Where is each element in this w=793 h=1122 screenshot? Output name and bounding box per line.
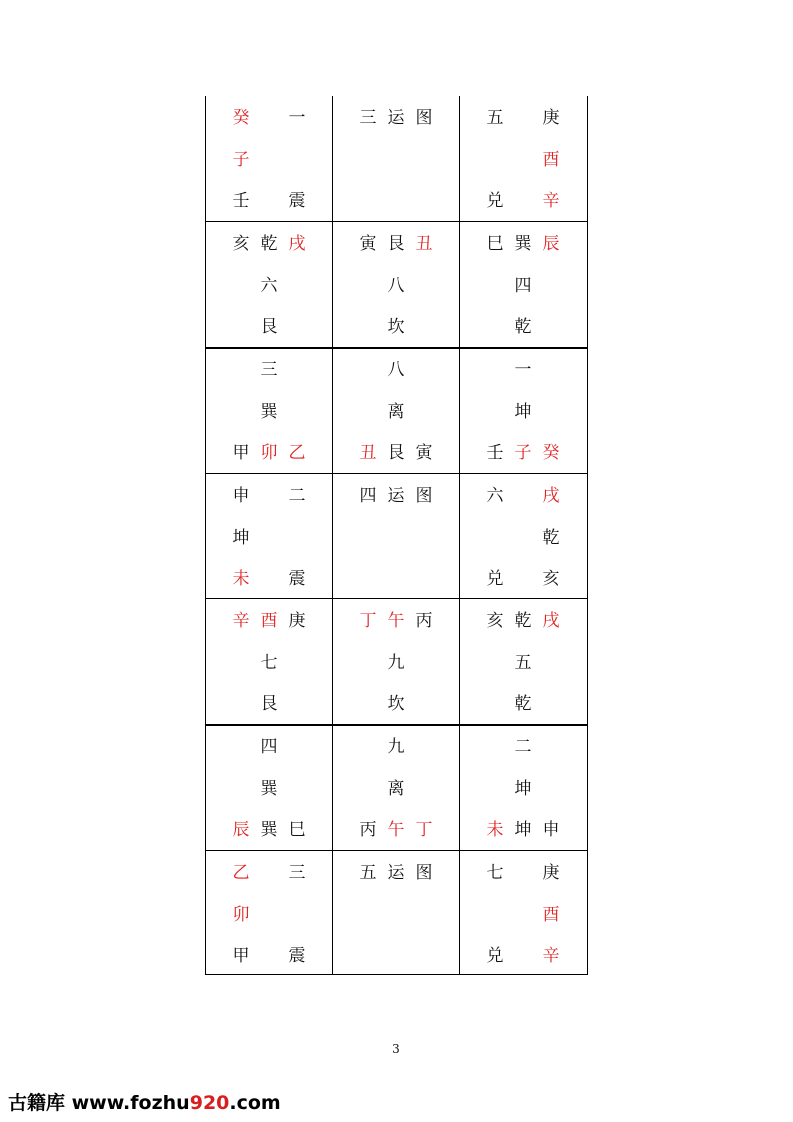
table-cell xyxy=(460,474,587,598)
cell-character: 图 xyxy=(415,486,433,506)
cell-character: 乾 xyxy=(260,234,278,254)
cell-character: 辛 xyxy=(542,191,560,211)
cell-character: 八 xyxy=(387,360,405,380)
table-cell xyxy=(460,96,587,221)
cell-character: 图 xyxy=(415,863,433,883)
table-cell xyxy=(206,851,333,975)
cell-character: 寅 xyxy=(415,443,433,463)
cell-character: 二 xyxy=(288,486,306,506)
cell-character: 坤 xyxy=(514,402,532,422)
cell-character: 六 xyxy=(260,276,278,296)
cell-character: 酉 xyxy=(542,150,560,170)
table-cell xyxy=(333,222,460,347)
cell-character: 丑 xyxy=(359,443,377,463)
watermark-site: 古籍库 www.fozhu xyxy=(8,1092,190,1114)
cell-character: 未 xyxy=(232,569,250,589)
page-number: 3 xyxy=(392,1042,400,1056)
cell-character: 癸 xyxy=(232,108,250,128)
cell-character: 五 xyxy=(359,863,377,883)
cell-character: 辛 xyxy=(232,611,250,631)
cell-character: 艮 xyxy=(260,694,278,714)
cell-character: 巳 xyxy=(288,820,306,840)
cell-character: 坎 xyxy=(387,694,405,714)
cell-character: 震 xyxy=(288,191,306,211)
table-cell xyxy=(333,349,460,473)
cell-character: 癸 xyxy=(542,443,560,463)
cell-character: 巽 xyxy=(260,820,278,840)
watermark-logo xyxy=(8,1088,281,1115)
cell-character: 三 xyxy=(359,108,377,128)
cell-character: 坎 xyxy=(387,317,405,337)
table-cell xyxy=(206,96,333,221)
cell-character: 离 xyxy=(387,402,405,422)
cell-character: 亥 xyxy=(232,234,250,254)
cell-character: 辰 xyxy=(542,234,560,254)
cell-character: 坤 xyxy=(514,779,532,799)
table-cell xyxy=(206,474,333,598)
cell-character: 辛 xyxy=(542,946,560,966)
table-row xyxy=(206,96,587,221)
cell-character: 甲 xyxy=(232,443,250,463)
table-cell xyxy=(333,851,460,975)
cell-character: 子 xyxy=(232,150,250,170)
cell-character: 乾 xyxy=(514,694,532,714)
cell-character: 巽 xyxy=(514,234,532,254)
cell-character: 兑 xyxy=(486,191,504,211)
cell-character: 运 xyxy=(387,863,405,883)
cell-character: 午 xyxy=(387,611,405,631)
table-cell xyxy=(333,96,460,221)
cell-character: 四 xyxy=(514,276,532,296)
cell-character: 兑 xyxy=(486,569,504,589)
cell-character: 巽 xyxy=(260,779,278,799)
table-row xyxy=(206,598,587,724)
cell-character: 庚 xyxy=(542,108,560,128)
cell-character: 六 xyxy=(486,486,504,506)
cell-character: 七 xyxy=(486,863,504,883)
cell-character: 巳 xyxy=(486,234,504,254)
cell-character: 震 xyxy=(288,569,306,589)
cell-character: 坤 xyxy=(514,820,532,840)
table-row xyxy=(206,850,587,975)
cell-character: 一 xyxy=(288,108,306,128)
cell-character: 乾 xyxy=(514,317,532,337)
table-row xyxy=(206,347,587,473)
cell-character: 艮 xyxy=(260,317,278,337)
cell-character: 四 xyxy=(260,737,278,757)
cell-character: 乾 xyxy=(542,528,560,548)
cell-character: 兑 xyxy=(486,946,504,966)
cell-character: 戌 xyxy=(542,486,560,506)
cell-character: 三 xyxy=(260,360,278,380)
cell-character: 乙 xyxy=(232,863,250,883)
cell-character: 艮 xyxy=(387,443,405,463)
cell-character: 未 xyxy=(486,820,504,840)
cell-character: 震 xyxy=(288,946,306,966)
table-cell xyxy=(333,726,460,850)
cell-character: 运 xyxy=(387,108,405,128)
cell-character: 七 xyxy=(260,653,278,673)
cell-character: 寅 xyxy=(359,234,377,254)
table-cell xyxy=(460,599,587,724)
table-row xyxy=(206,473,587,598)
cell-character: 五 xyxy=(514,653,532,673)
cell-character: 丑 xyxy=(415,234,433,254)
table-cell xyxy=(460,222,587,347)
cell-character: 酉 xyxy=(542,905,560,925)
cell-character: 申 xyxy=(542,820,560,840)
cell-character: 戌 xyxy=(542,611,560,631)
cell-character: 乾 xyxy=(514,611,532,631)
table-cell xyxy=(206,222,333,347)
table-row xyxy=(206,724,587,850)
cell-character: 申 xyxy=(232,486,250,506)
table-cell xyxy=(460,726,587,850)
cell-character: 卯 xyxy=(260,443,278,463)
cell-character: 酉 xyxy=(260,611,278,631)
table-cell xyxy=(206,599,333,724)
cell-character: 庚 xyxy=(542,863,560,883)
cell-character: 丁 xyxy=(359,611,377,631)
cell-character: 丙 xyxy=(415,611,433,631)
cell-character: 卯 xyxy=(232,905,250,925)
cell-character: 午 xyxy=(387,820,405,840)
cell-character: 庚 xyxy=(288,611,306,631)
cell-character: 图 xyxy=(415,108,433,128)
cell-character: 亥 xyxy=(542,569,560,589)
cell-character: 坤 xyxy=(232,528,250,548)
cell-character: 甲 xyxy=(232,946,250,966)
cell-character: 戌 xyxy=(288,234,306,254)
cell-character: 子 xyxy=(514,443,532,463)
cell-character: 一 xyxy=(514,360,532,380)
table-row xyxy=(206,221,587,347)
cell-character: 乙 xyxy=(288,443,306,463)
cell-character: 运 xyxy=(387,486,405,506)
cell-character: 亥 xyxy=(486,611,504,631)
cell-character: 三 xyxy=(288,863,306,883)
watermark-digits: 920 xyxy=(189,1092,230,1114)
cell-character: 壬 xyxy=(232,191,250,211)
table-cell xyxy=(460,851,587,975)
table-cell xyxy=(206,349,333,473)
cell-character: 二 xyxy=(514,737,532,757)
table-cell xyxy=(460,349,587,473)
watermark-tld: .com xyxy=(229,1092,281,1114)
cell-character: 九 xyxy=(387,653,405,673)
cell-character: 丁 xyxy=(415,820,433,840)
trigram-chart-table xyxy=(205,96,588,975)
cell-character: 艮 xyxy=(387,234,405,254)
table-cell xyxy=(206,726,333,850)
cell-character: 巽 xyxy=(260,402,278,422)
cell-character: 四 xyxy=(359,486,377,506)
table-cell xyxy=(333,474,460,598)
table-cell xyxy=(333,599,460,724)
cell-character: 离 xyxy=(387,779,405,799)
cell-character: 八 xyxy=(387,276,405,296)
cell-character: 辰 xyxy=(232,820,250,840)
cell-character: 丙 xyxy=(359,820,377,840)
cell-character: 壬 xyxy=(486,443,504,463)
cell-character: 五 xyxy=(486,108,504,128)
cell-character: 九 xyxy=(387,737,405,757)
